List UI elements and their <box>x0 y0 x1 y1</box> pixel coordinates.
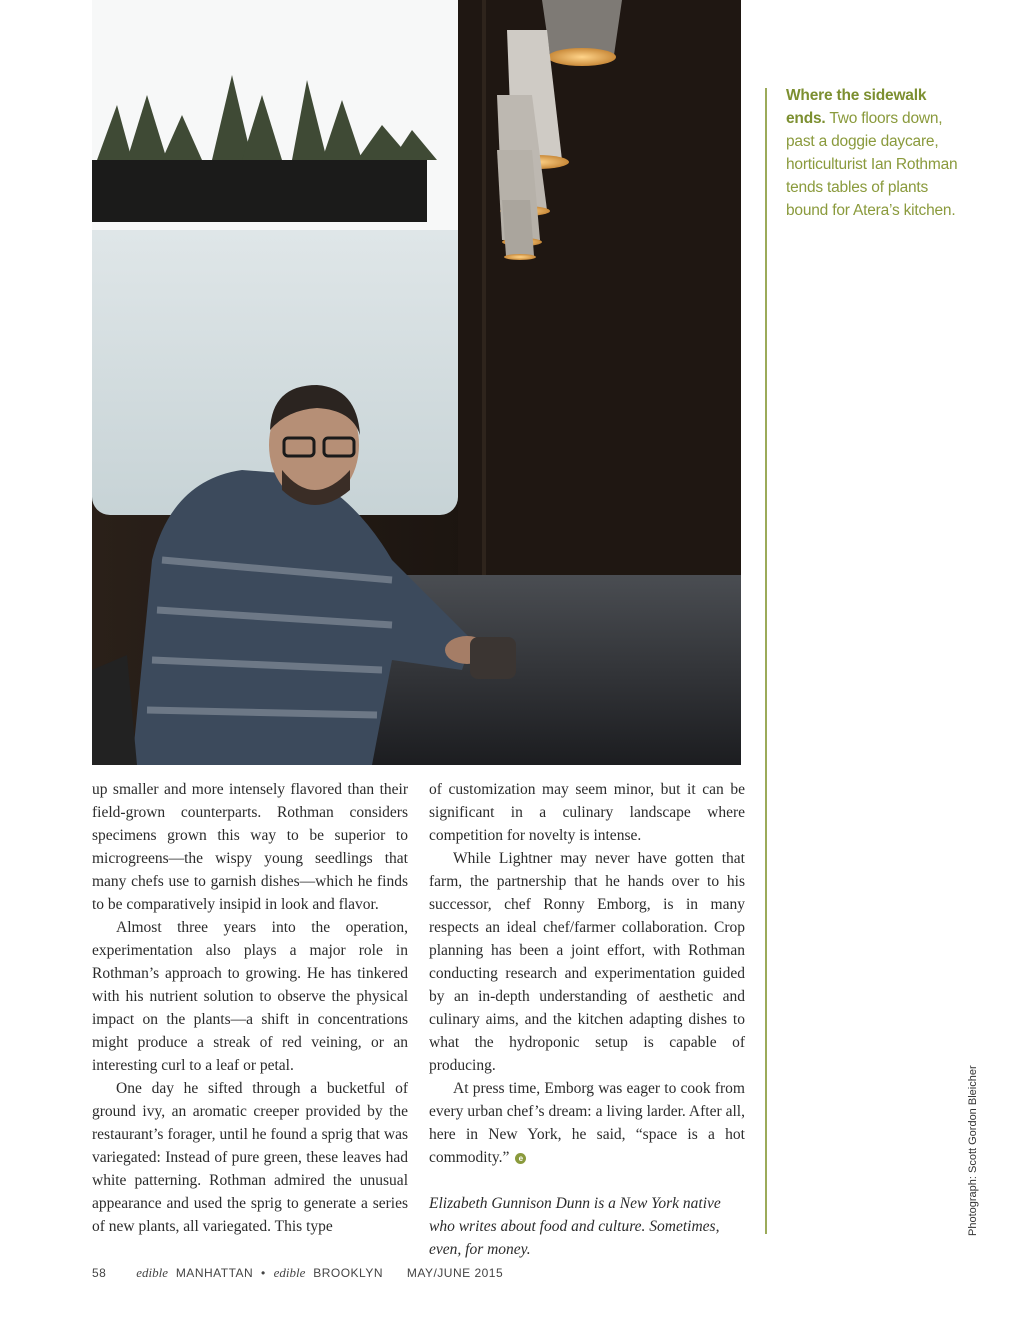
footer-edible-1: edible <box>136 1265 168 1280</box>
paragraph-final <box>429 1077 745 1169</box>
paragraph: up smaller and more intensely flavored than their field-grown counterparts. Rothman considers specimens grown this way to be superior to microgreens—the wispy young seedlings that many chefs use to garnish dishes—which he finds to be comparatively insipid in look and flavor. <box>92 781 408 913</box>
caption-text: Two floors down, past a doggie daycare, horticulturist Ian Rothman tends tables of plants bound for Atera’s kitchen. <box>786 110 958 219</box>
page-number: 58 <box>92 1266 107 1280</box>
photo-caption <box>786 84 964 222</box>
caption-rule <box>765 88 767 1234</box>
article-column-2 <box>429 778 745 1261</box>
paragraph: One day he sifted through a bucketful of ground ivy, an aromatic creeper provided by the restaurant’s forager, until he found a sprig that was variegated: Instead of pure green, these leaves had white patterning. Rothman admired the unusual appearance and used the sprig to generate a series of new plants, all variegated. This type <box>92 1080 408 1235</box>
footer-city-2: BROOKLYN <box>313 1266 383 1280</box>
caption-lead: Where the sidewalk ends. <box>786 87 927 127</box>
paragraph: Almost three years into the operation, experimentation also plays a major role in Rothman’s approach to growing. He has tinkered with his nutrient solution to observe the physical impact on the plants—a shift in concentrations might produce a streak of red veining, or an interesting curl to a leaf or petal. <box>92 919 408 1074</box>
paragraph-final-text: At press time, Emborg was eager to cook from every urban chef’s dream: a living larder. After all, here in New York, he said, “space is a hot commodity.” <box>429 1080 745 1166</box>
end-mark-icon: e <box>515 1153 526 1164</box>
photo-credit: Photograph: Scott Gordon Bleicher <box>967 1065 979 1236</box>
paragraph: While Lightner may never have gotten that farm, the partnership that he hands over to his successor, chef Ronny Emborg, is in many respects an ideal chef/farmer collaboration. Crop planning has been a joint effort, with Rothman conducting research and experimentation guided by an in-depth understanding of aesthetic and culinary aims, and the kitchen adapting dishes to what the hydroponic setup is capable of producing. <box>429 850 745 1074</box>
article-column-1 <box>92 778 408 1238</box>
footer-bullet: • <box>261 1266 266 1280</box>
hero-photo <box>92 0 741 765</box>
paragraph: of customization may seem minor, but it can be significant in a culinary landscape where competition for novelty is intense. <box>429 781 745 844</box>
footer-city-1: MANHATTAN <box>175 1266 254 1280</box>
page-footer <box>92 1265 507 1281</box>
author-bio: Elizabeth Gunnison Dunn is a New York native who writes about food and culture. Sometimes, even, for money. <box>429 1195 721 1258</box>
portrait-photo <box>92 0 741 765</box>
issue-date: MAY/JUNE 2015 <box>406 1266 504 1280</box>
footer-edible-2: edible <box>273 1265 306 1280</box>
